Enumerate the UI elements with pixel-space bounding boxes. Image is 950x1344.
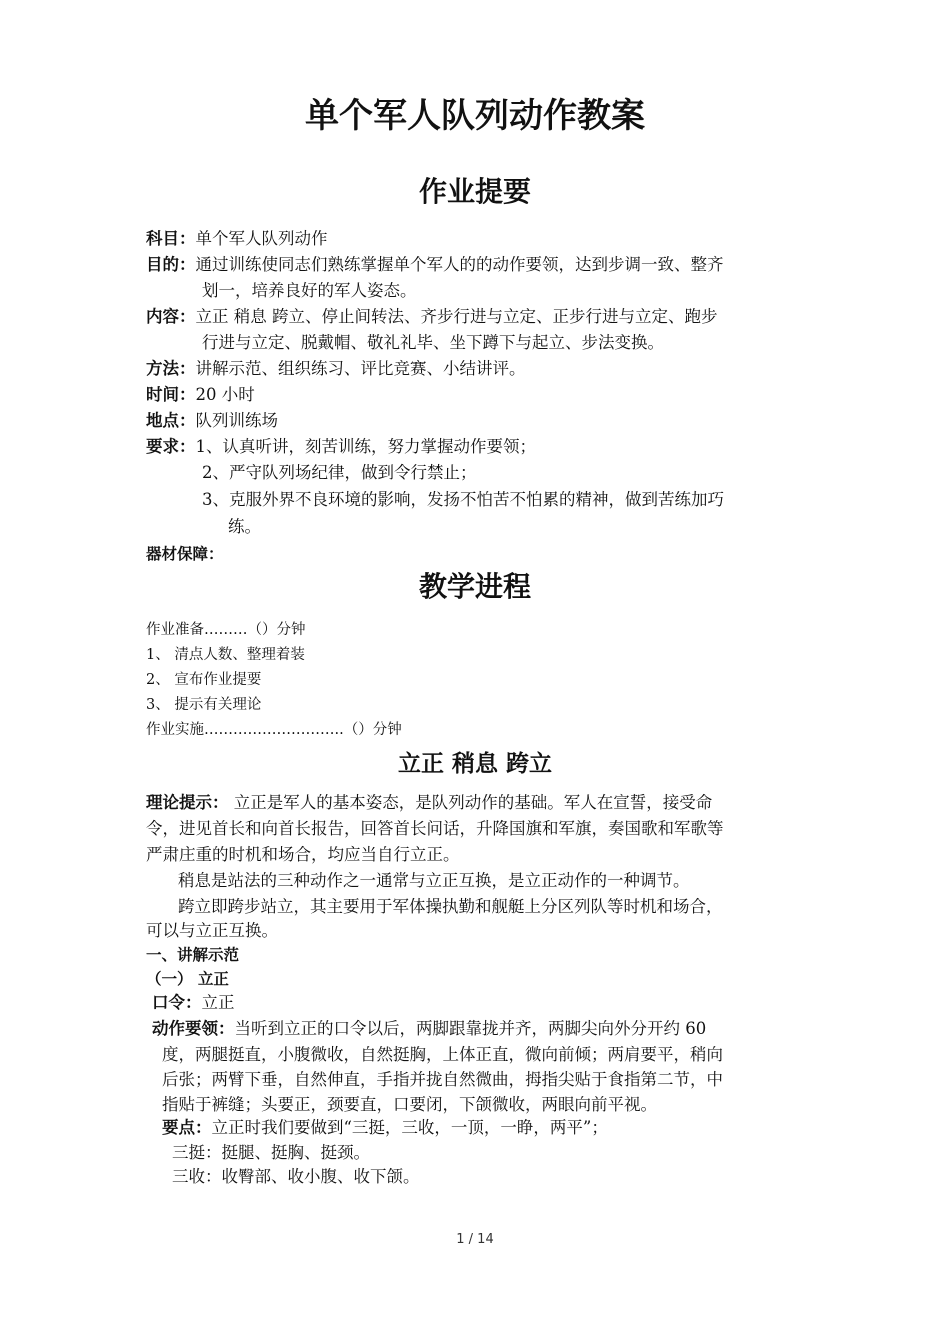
place-text: 队列训练场: [195, 411, 278, 430]
purpose-text-1: 通过训练使同志们熟练掌握单个军人的的动作要领，达到步调一致、整齐: [195, 255, 724, 274]
essentials-line: [152, 1018, 706, 1040]
three-straighten: 三挺：挺腿、挺胸、挺颈。: [172, 1143, 370, 1162]
content-text-1: 立正 稍息 跨立、停止间转法、齐步行进与立定、正步行进与立定、跑步: [195, 307, 718, 326]
page-number: 1 / 14: [456, 1232, 494, 1247]
requirement-2: 2、严守队列场纪律，做到令行禁止；: [202, 463, 477, 482]
subject-label: 科目：: [146, 229, 196, 248]
subject-line: [146, 228, 328, 250]
process-heading: 教学进程: [418, 570, 531, 603]
summary-heading: 作业提要: [418, 175, 531, 208]
demo-subheading: （一） 立正: [146, 970, 229, 988]
requirement-1: 1、认真听讲，刻苦训练，努力掌握动作要领；: [195, 437, 536, 456]
theory-text-1a: 立正是军人的基本姿态，是队列动作的基础。军人在宣誓，接受命: [228, 793, 713, 812]
equipment-label: 器材保障：: [146, 545, 224, 563]
key-points-label: 要点：: [162, 1118, 212, 1137]
purpose-text-2: 划一，培养良好的军人姿态。: [202, 281, 417, 300]
theory-text-1c: 严肃庄重的时机和场合，均应当自行立正。: [146, 845, 460, 864]
process-step-2: 2、 宣布作业提要: [146, 672, 262, 688]
theory-text-3b: 可以与立正互换。: [146, 921, 278, 940]
implementation-line: 作业实施………………………..（）分钟: [146, 722, 402, 738]
requirement-label: 要求：: [146, 437, 196, 456]
essentials-text-3: 后张；两臂下垂，自然伸直，手指并拢自然微曲，拇指尖贴于食指第二节，中: [162, 1070, 723, 1089]
purpose-label: 目的：: [146, 255, 196, 274]
requirement-3a: 3、克服外界不良环境的影响，发扬不怕苦不怕累的精神，做到苦练加巧: [202, 490, 724, 509]
key-points-line: [162, 1117, 608, 1139]
document-title: 单个军人队列动作教案: [305, 96, 645, 136]
content-text-2: 行进与立定、脱戴帽、敬礼礼毕、坐下蹲下与起立、步法变换。: [202, 333, 664, 352]
requirement-3b: 练。: [228, 517, 261, 536]
three-tuck: 三收：收臀部、收小腹、收下颌。: [172, 1167, 420, 1186]
essentials-text-2: 度，两腿挺直，小腹微收，自然挺胸，上体正直，微向前倾；两肩要平，稍向: [162, 1045, 723, 1064]
process-step-1: 1、 清点人数、整理着装: [146, 647, 305, 663]
theory-label: 理论提示：: [146, 793, 229, 812]
requirement-line: [146, 436, 536, 458]
command-label: 口令：: [152, 993, 202, 1012]
prep-line: 作业准备………（）分钟: [146, 622, 306, 638]
method-text: 讲解示范、组织练习、评比竞赛、小结讲评。: [195, 359, 526, 378]
place-line: [146, 410, 278, 432]
key-points-text: 立正时我们要做到“三挺，三收，一顶，一睁，两平”；: [211, 1118, 608, 1137]
time-line: [146, 384, 255, 406]
place-label: 地点：: [146, 411, 196, 430]
content-label: 内容：: [146, 307, 196, 326]
theory-text-3a: 跨立即跨步站立，其主要用于军体操执勤和舰艇上分区列队等时机和场合，: [178, 897, 723, 916]
content-line: [146, 306, 718, 328]
method-label: 方法：: [146, 359, 196, 378]
command-text: 立正: [201, 993, 235, 1012]
theory-text-2: 稍息是站法的三种动作之一通常与立正互换，是立正动作的一种调节。: [178, 871, 690, 890]
process-step-3: 3、 提示有关理论: [146, 697, 262, 713]
method-line: [146, 358, 526, 380]
subject-text: 单个军人队列动作: [195, 229, 328, 248]
time-label: 时间：: [146, 385, 196, 404]
command-line: [152, 992, 235, 1014]
essentials-label: 动作要领：: [152, 1019, 235, 1038]
theory-line-1: [146, 792, 712, 814]
theory-text-1b: 令，进见首长和向首长报告，回答首长问话，升降国旗和军旗，奏国歌和军歌等: [146, 819, 724, 838]
demo-heading: 一、讲解示范: [146, 946, 240, 964]
essentials-text-1: 当听到立正的口令以后，两脚跟靠拢并齐，两脚尖向外分开约 60: [234, 1019, 707, 1038]
section-heading: 立正 稍息 跨立: [397, 751, 552, 777]
purpose-line: [146, 254, 724, 276]
time-text: 20 小时: [195, 385, 255, 404]
essentials-text-4: 指贴于裤缝；头要正，颈要直，口要闭，下颌微收，两眼向前平视。: [162, 1095, 657, 1114]
